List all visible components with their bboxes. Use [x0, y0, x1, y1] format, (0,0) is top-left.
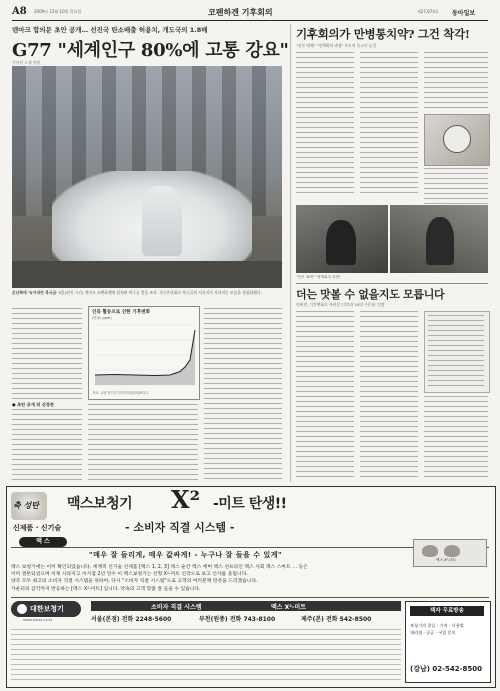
main-headline: G77 "세계인구 80%에 고통 강요" — [12, 40, 289, 61]
street-ground — [12, 261, 282, 288]
chart-line — [95, 330, 195, 376]
main-byline: 기사원 드제 연합 — [12, 60, 41, 65]
christmas-badge-text: 축 성탄 — [13, 500, 39, 510]
ad-body-line4: 카운터의 감각까지 반응하는 [맥스 X²-미트] 입니다. 약속의 고객 맞춤 잘 들을 수 있습니다. — [11, 586, 201, 592]
speaker-silhouette — [326, 220, 356, 265]
chart-title: 인류 활동으로 인한 기후변화 — [92, 310, 151, 315]
company-logo — [11, 601, 81, 617]
sidebar-lines — [428, 315, 484, 387]
right2-body-col2 — [360, 311, 418, 481]
chart-area — [95, 330, 195, 385]
right-section-rule — [296, 283, 488, 284]
masthead — [12, 6, 488, 20]
ad-bar-left: 소비자 직결 시스템 — [151, 604, 202, 611]
ad-divider-2 — [11, 597, 489, 598]
main-kicker: 덴마크 합의문 초안 공개… 선진국 탄소배출 허용치, 개도국의 1.8배 — [12, 26, 208, 34]
main-subhead1: ● 초안 공개 뒤 신경전 — [12, 402, 54, 407]
right-photo-left — [296, 205, 388, 273]
polar-bear-photo — [12, 66, 282, 288]
issue-number: 제27,674호 — [417, 9, 439, 14]
chart-plot — [89, 321, 199, 389]
hearing-aid-ad — [6, 486, 496, 688]
branch-jeju: 제주(본) 전화 542-8500 — [301, 616, 372, 623]
ad-bar-mid: 맥스 X²-미트 — [271, 604, 307, 611]
ice-bear-body — [142, 186, 182, 256]
issue-date: 2009년 12월 10일 목요일 — [34, 9, 82, 14]
paper-name: 동아일보 — [452, 10, 476, 17]
ad-title-tail: -미트 탄생!! — [213, 496, 287, 512]
main-body-col1-upper — [12, 308, 82, 400]
branch-seoul: 서울(본점) 전화 2248-5600 — [91, 616, 172, 623]
ad-subtitle: - 소비자 직결 시스템 - — [125, 521, 235, 534]
ad-title-sup: X² — [171, 485, 201, 514]
chart-source: 자료: 유엔 정부간기후변화위원회(IPCC) — [92, 391, 149, 395]
photo-caption-title: 온난화에 '녹아내린 북극곰' — [12, 290, 58, 295]
ad-body-line3: 양측 모두 최고의 소비자 직결 시스템을 위하여, 다시 "소비자 직결 시스템"으로 고객의 여러분께 만족을 드리겠습니다. — [11, 579, 258, 585]
branch-list — [11, 629, 401, 681]
free-info-lines — [410, 622, 486, 636]
ad-bar — [91, 601, 401, 611]
christmas-badge — [11, 492, 47, 520]
ad-body-line1: 맥스 보청기에는 이미 확인되었습니다. 세계적 신기술 신제품 [맥스 1, 2, 3] 맥스 순간 맥스 에버 맥스 선프라인 맥스 사회 맥스 스마트 … 등은 — [11, 565, 308, 570]
ad-left-tag: 신제품 · 신기술 — [13, 524, 62, 532]
product-image — [413, 539, 487, 567]
right2-body-col1 — [296, 311, 354, 481]
ad-brand: 맥스보청기 — [67, 496, 133, 512]
ad-body-line2: 이미 결론되었으며 이제 사라지고 이시점 2년 연수 이 맥스보청기는 신형 X²-미트 신작으로 보고 인사를 올립니다. — [11, 572, 248, 578]
right2-sidebar-box — [424, 311, 490, 393]
company-url: www.maxs.co.kr — [23, 618, 53, 622]
right-photo-caption: "진보 매체" "정책회의 과장" — [296, 275, 341, 279]
right-sub2: 미워진, 기후변화로 사라질 '미각과 10대 수준품' 인정 — [296, 302, 385, 307]
cartoon-figure — [443, 125, 471, 153]
logo-mark-icon — [17, 604, 27, 614]
right-body-col1 — [296, 52, 354, 197]
hearing-aid-icon — [422, 545, 438, 557]
ad-body — [11, 564, 489, 593]
free-info-line2: 대리점 · 공급 · 구입 문의 — [410, 630, 456, 635]
page-number: A8 — [12, 6, 27, 17]
masthead-rule — [12, 20, 488, 21]
free-info-phone: (강남) 02-542-8500 — [410, 665, 483, 673]
section-title: 코펜하겐 기후회의 — [208, 8, 273, 17]
branch-phones — [91, 613, 401, 623]
free-info-title: 택자 무료방송 — [410, 606, 484, 616]
hearing-aid-icon-2 — [444, 545, 460, 557]
main-body-col1-lower — [12, 409, 82, 481]
right-headline2: 더는 맛볼 수 없을지도 모릅니다 — [296, 288, 445, 301]
right-body-col3 — [424, 52, 488, 112]
main-body-col3 — [204, 308, 282, 481]
product-label: 맥스 X²-미트 — [436, 558, 457, 562]
ad-slogan: "매우 잘 들리게, 매우 값싸게! - 누구나 잘 들을 수 있게" — [89, 551, 283, 559]
photo-caption-text: 9일(현지 시간) 덴마크 코펜하겐에 설치된 북극곰 얼음 조각. 지구온난화로 북극곰의 서식지가 사라지는 모습을 형상화했다. — [58, 290, 262, 295]
ad-left-tag2: 맥 스 — [19, 537, 67, 547]
free-info-box — [405, 601, 491, 683]
free-info-line1: 보청기의 종류 · 가격 · 사용법 — [410, 623, 464, 628]
right2-body-col3 — [424, 396, 488, 481]
portrait-silhouette — [426, 217, 454, 265]
column-divider — [290, 24, 291, 482]
main-body-col2 — [88, 404, 198, 481]
company-name: 대한보청기 — [30, 605, 64, 613]
right-photo-right — [390, 205, 488, 273]
right-sub-label: "진보 매체" "정책회의 과장" 보도의 목소리 눈길 — [296, 43, 377, 48]
co2-chart — [88, 306, 200, 400]
right-body-col2 — [360, 52, 418, 197]
chart-unit: (단위: ppm) — [92, 316, 112, 320]
cartoon-illustration — [424, 114, 490, 166]
ad-title — [67, 485, 397, 521]
branch-bucheon: 부천(원종) 전화 743-8100 — [199, 616, 276, 623]
right-headline: 기후회의가 만병통치약? 그건 착각! — [296, 27, 470, 41]
photo-caption — [12, 290, 282, 305]
